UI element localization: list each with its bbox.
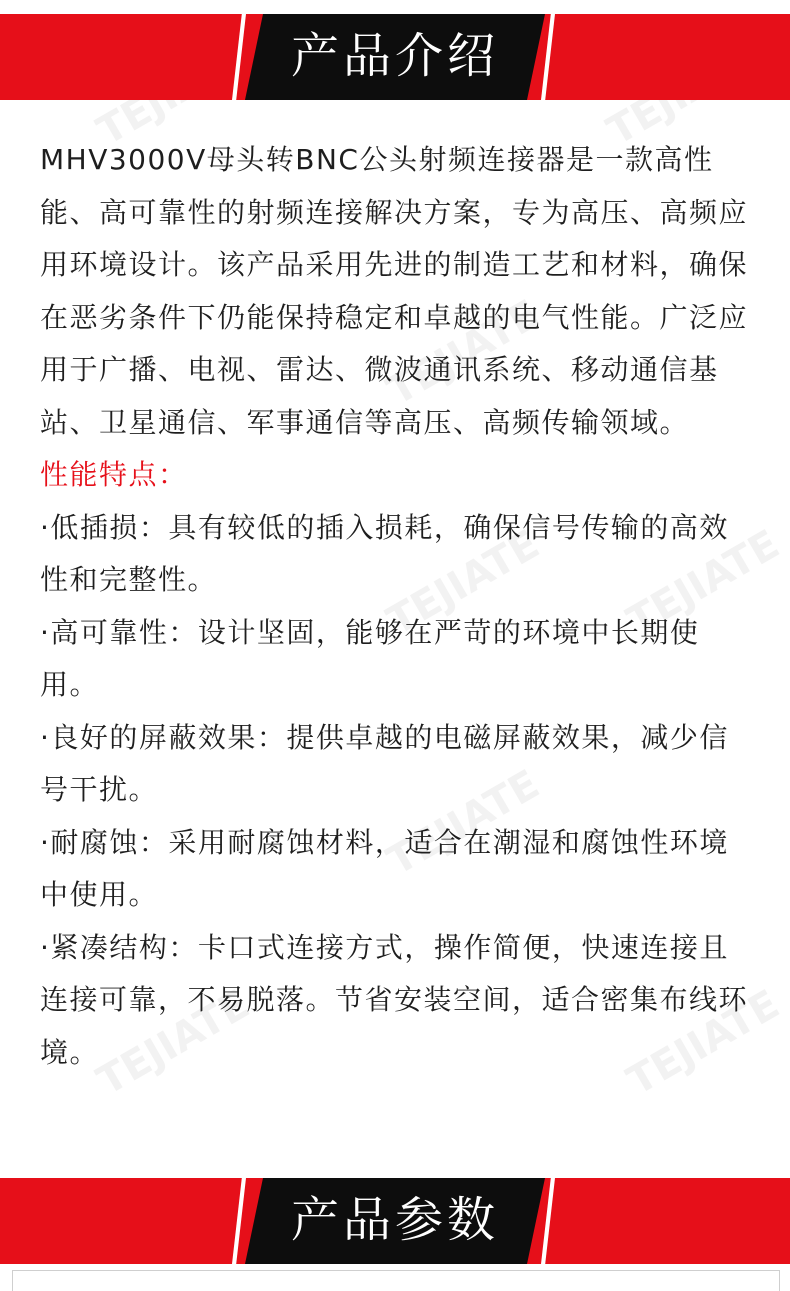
feature-item: ·耐腐蚀：采用耐腐蚀材料，适合在潮湿和腐蚀性环境中使用。 bbox=[40, 825, 729, 911]
intro-paragraph: MHV3000V母头转BNC公头射频连接器是一款高性能、高可靠性的射频连接解决方案，专为高压、高频应用环境设计。该产品采用先进的制造工艺和材料，确保在恶劣条件下仍能保持稳定和卓越的电气性能。广泛应用于广播、电视、雷达、微波通讯系统、移动通信基站、卫星通信、军事通信等高压、高频传输领域。 bbox=[40, 143, 749, 439]
feature-item: ·良好的屏蔽效果：提供卓越的电磁屏蔽效果，减少信号干扰。 bbox=[40, 720, 729, 806]
features-heading: 性能特点： bbox=[40, 458, 188, 491]
feature-item: ·紧凑结构：卡口式连接方式，操作简便，快速连接且连接可靠，不易脱落。节省安装空间，适合密集布线环境。 bbox=[40, 930, 749, 1069]
watermark: TEJIATE bbox=[619, 521, 788, 645]
watermark: TEJIATE bbox=[89, 981, 258, 1105]
feature-item: ·高可靠性：设计坚固，能够在严苛的环境中长期使用。 bbox=[40, 615, 700, 701]
section-title: 产品参数 bbox=[290, 1192, 499, 1248]
watermark: TEJIATE bbox=[619, 981, 788, 1105]
watermark: TEJIATE bbox=[379, 761, 548, 885]
watermark: TEJIATE bbox=[379, 521, 548, 645]
slash-decoration bbox=[232, 1178, 246, 1264]
watermark: TEJIATE bbox=[379, 291, 548, 415]
feature-item: ·低插损：具有较低的插入损耗，确保信号传输的高效性和完整性。 bbox=[40, 510, 729, 596]
section-title: 产品介绍 bbox=[290, 28, 499, 84]
params-table-edge bbox=[12, 1270, 780, 1291]
product-description bbox=[40, 134, 750, 1079]
section-header-intro bbox=[0, 14, 790, 100]
slash-decoration bbox=[232, 14, 246, 100]
section-header-params bbox=[0, 1178, 790, 1264]
